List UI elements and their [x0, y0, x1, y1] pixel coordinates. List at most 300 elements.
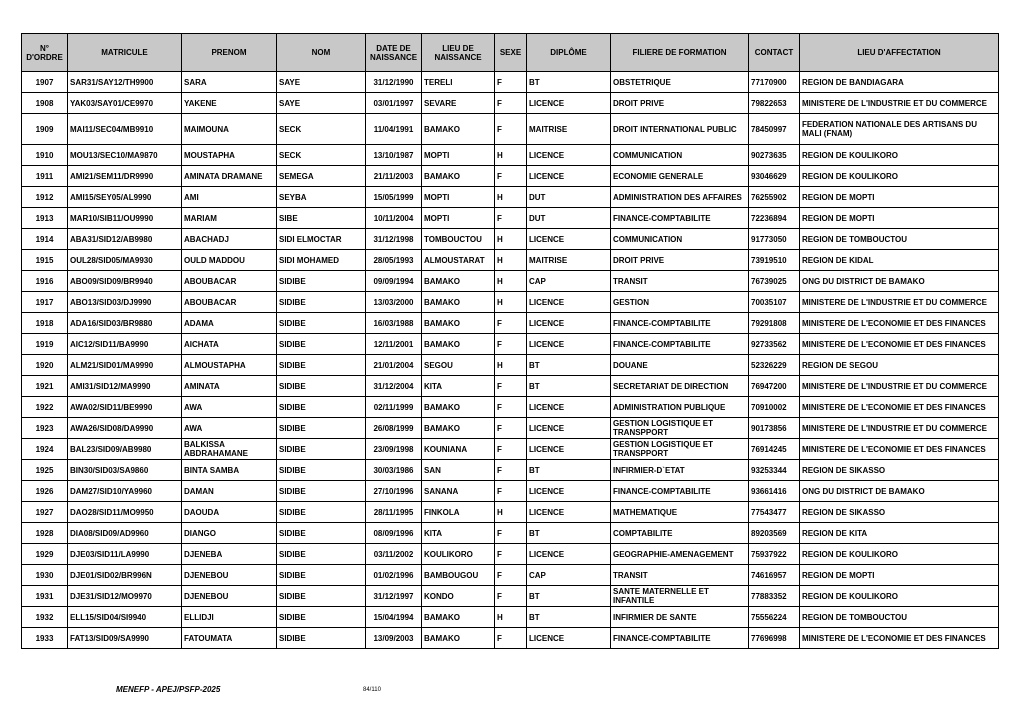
assignment-cell: MINISTERE DE L'ECONOMIE ET DES FINANCES — [800, 397, 999, 418]
diploma-cell: BT — [527, 72, 611, 93]
contact-cell: 76255902 — [749, 187, 800, 208]
birth-place-cell: BAMAKO — [422, 166, 495, 187]
birth-place-cell: BAMAKO — [422, 114, 495, 145]
diploma-cell: LICENCE — [527, 481, 611, 502]
sex-cell: H — [495, 271, 527, 292]
sex-cell: F — [495, 114, 527, 145]
diploma-cell: BT — [527, 523, 611, 544]
matricule-cell: DIA08/SID09/AD9960 — [68, 523, 182, 544]
field-cell: FINANCE-COMPTABILITE — [611, 628, 749, 649]
matricule-cell: AMI15/SEY05/AL9990 — [68, 187, 182, 208]
assignment-table — [21, 33, 999, 649]
table-row — [22, 187, 999, 208]
contact-cell: 70910002 — [749, 397, 800, 418]
birth-date-cell: 28/05/1993 — [366, 250, 422, 271]
diploma-cell: BT — [527, 460, 611, 481]
prenom-cell: ABOUBACAR — [182, 271, 277, 292]
matricule-cell: DJE31/SID12/MO9970 — [68, 586, 182, 607]
sex-cell: H — [495, 355, 527, 376]
prenom-cell: SARA — [182, 72, 277, 93]
sex-cell: F — [495, 523, 527, 544]
field-cell: FINANCE-COMPTABILITE — [611, 313, 749, 334]
sex-cell: H — [495, 292, 527, 313]
order-cell: 1924 — [22, 439, 68, 460]
assignment-cell: FEDERATION NATIONALE DES ARTISANS DU MALI (FNAM) — [800, 114, 999, 145]
birth-date-cell: 31/12/1997 — [366, 586, 422, 607]
matricule-cell: AIC12/SID11/BA9990 — [68, 334, 182, 355]
order-cell: 1910 — [22, 145, 68, 166]
matricule-cell: ADA16/SID03/BR9880 — [68, 313, 182, 334]
contact-cell: 77170900 — [749, 72, 800, 93]
sex-cell: F — [495, 439, 527, 460]
nom-cell: SAYE — [277, 93, 366, 114]
assignment-cell: REGION DE KOULIKORO — [800, 166, 999, 187]
order-cell: 1932 — [22, 607, 68, 628]
birth-date-cell: 30/03/1986 — [366, 460, 422, 481]
assignment-cell: ONG DU DISTRICT DE BAMAKO — [800, 481, 999, 502]
diploma-cell: LICENCE — [527, 334, 611, 355]
table-row — [22, 271, 999, 292]
birth-place-cell: BAMAKO — [422, 397, 495, 418]
birth-date-cell: 15/04/1994 — [366, 607, 422, 628]
assignment-cell: ONG DU DISTRICT DE BAMAKO — [800, 271, 999, 292]
table-row — [22, 418, 999, 439]
birth-place-cell: BAMAKO — [422, 271, 495, 292]
assignment-cell: MINISTERE DE L'ECONOMIE ET DES FINANCES — [800, 313, 999, 334]
nom-cell: SIDIBE — [277, 418, 366, 439]
nom-cell: SIDI MOHAMED — [277, 250, 366, 271]
diploma-cell: LICENCE — [527, 628, 611, 649]
col-header-nom: NOM — [277, 34, 366, 72]
matricule-cell: MAR10/SIB11/OU9990 — [68, 208, 182, 229]
contact-cell: 75937922 — [749, 544, 800, 565]
prenom-cell: MAIMOUNA — [182, 114, 277, 145]
order-cell: 1915 — [22, 250, 68, 271]
sex-cell: H — [495, 229, 527, 250]
matricule-cell: SAR31/SAY12/TH9900 — [68, 72, 182, 93]
birth-date-cell: 02/11/1999 — [366, 397, 422, 418]
sex-cell: F — [495, 208, 527, 229]
contact-cell: 73919510 — [749, 250, 800, 271]
sex-cell: H — [495, 502, 527, 523]
sex-cell: F — [495, 166, 527, 187]
birth-date-cell: 15/05/1999 — [366, 187, 422, 208]
assignment-cell: REGION DE KOULIKORO — [800, 145, 999, 166]
birth-place-cell: TOMBOUCTOU — [422, 229, 495, 250]
contact-cell: 76739025 — [749, 271, 800, 292]
prenom-cell: DIANGO — [182, 523, 277, 544]
birth-date-cell: 09/09/1994 — [366, 271, 422, 292]
matricule-cell: DAM27/SID10/YA9960 — [68, 481, 182, 502]
diploma-cell: LICENCE — [527, 418, 611, 439]
matricule-cell: BIN30/SID03/SA9860 — [68, 460, 182, 481]
birth-date-cell: 23/09/1998 — [366, 439, 422, 460]
assignment-cell: MINISTERE DE L'ECONOMIE ET DES FINANCES — [800, 628, 999, 649]
order-cell: 1931 — [22, 586, 68, 607]
birth-date-cell: 11/04/1991 — [366, 114, 422, 145]
birth-place-cell: SEVARE — [422, 93, 495, 114]
sex-cell: F — [495, 565, 527, 586]
order-cell: 1912 — [22, 187, 68, 208]
col-header-birth-place: LIEU DE NAISSANCE — [422, 34, 495, 72]
order-cell: 1928 — [22, 523, 68, 544]
table-row — [22, 229, 999, 250]
nom-cell: SIDIBE — [277, 565, 366, 586]
birth-place-cell: TERELI — [422, 72, 495, 93]
contact-cell: 79822653 — [749, 93, 800, 114]
prenom-cell: DJENEBA — [182, 544, 277, 565]
field-cell: MATHEMATIQUE — [611, 502, 749, 523]
order-cell: 1929 — [22, 544, 68, 565]
order-cell: 1926 — [22, 481, 68, 502]
birth-place-cell: BAMAKO — [422, 334, 495, 355]
field-cell: ADMINISTRATION DES AFFAIRES — [611, 187, 749, 208]
field-cell: COMMUNICATION — [611, 145, 749, 166]
contact-cell: 70035107 — [749, 292, 800, 313]
col-header-field: FILIERE DE FORMATION — [611, 34, 749, 72]
birth-place-cell: BAMAKO — [422, 418, 495, 439]
nom-cell: SIDIBE — [277, 502, 366, 523]
order-cell: 1907 — [22, 72, 68, 93]
prenom-cell: AWA — [182, 397, 277, 418]
birth-place-cell: BAMAKO — [422, 313, 495, 334]
matricule-cell: MAI11/SEC04/MB9910 — [68, 114, 182, 145]
table-row — [22, 397, 999, 418]
diploma-cell: LICENCE — [527, 502, 611, 523]
matricule-cell: DJE03/SID11/LA9990 — [68, 544, 182, 565]
birth-date-cell: 31/12/1990 — [366, 72, 422, 93]
nom-cell: SIDIBE — [277, 481, 366, 502]
sex-cell: F — [495, 376, 527, 397]
sex-cell: F — [495, 313, 527, 334]
birth-date-cell: 01/02/1996 — [366, 565, 422, 586]
field-cell: TRANSIT — [611, 271, 749, 292]
table-row — [22, 93, 999, 114]
table-row — [22, 481, 999, 502]
table-row — [22, 208, 999, 229]
assignment-cell: REGION DE KIDAL — [800, 250, 999, 271]
assignment-cell: MINISTERE DE L'ECONOMIE ET DES FINANCES — [800, 439, 999, 460]
contact-cell: 75556224 — [749, 607, 800, 628]
order-cell: 1917 — [22, 292, 68, 313]
nom-cell: SIDIBE — [277, 355, 366, 376]
table-row — [22, 292, 999, 313]
matricule-cell: OUL28/SID05/MA9930 — [68, 250, 182, 271]
nom-cell: SIDIBE — [277, 607, 366, 628]
sex-cell: H — [495, 187, 527, 208]
assignment-cell: REGION DE TOMBOUCTOU — [800, 229, 999, 250]
order-cell: 1911 — [22, 166, 68, 187]
field-cell: SANTE MATERNELLE ET INFANTILE — [611, 586, 749, 607]
nom-cell: SIDIBE — [277, 523, 366, 544]
order-cell: 1922 — [22, 397, 68, 418]
field-cell: ECONOMIE GENERALE — [611, 166, 749, 187]
birth-place-cell: MOPTI — [422, 208, 495, 229]
birth-date-cell: 16/03/1988 — [366, 313, 422, 334]
diploma-cell: DUT — [527, 187, 611, 208]
table-row — [22, 586, 999, 607]
diploma-cell: CAP — [527, 271, 611, 292]
prenom-cell: BALKISSA ABDRAHAMANE — [182, 439, 277, 460]
field-cell: DROIT PRIVE — [611, 93, 749, 114]
field-cell: COMPTABILITE — [611, 523, 749, 544]
matricule-cell: ABO13/SID03/DJ9990 — [68, 292, 182, 313]
field-cell: GEOGRAPHIE-AMENAGEMENT — [611, 544, 749, 565]
matricule-cell: ABO09/SID09/BR9940 — [68, 271, 182, 292]
nom-cell: SIDIBE — [277, 586, 366, 607]
sex-cell: F — [495, 628, 527, 649]
field-cell: GESTION — [611, 292, 749, 313]
birth-date-cell: 31/12/1998 — [366, 229, 422, 250]
order-cell: 1914 — [22, 229, 68, 250]
nom-cell: SIDI ELMOCTAR — [277, 229, 366, 250]
page-number: 84/110 — [363, 687, 381, 693]
prenom-cell: AMI — [182, 187, 277, 208]
field-cell: FINANCE-COMPTABILITE — [611, 334, 749, 355]
matricule-cell: ALM21/SID01/MA9990 — [68, 355, 182, 376]
diploma-cell: BT — [527, 355, 611, 376]
diploma-cell: MAITRISE — [527, 250, 611, 271]
col-header-diploma: DIPLÔME — [527, 34, 611, 72]
contact-cell: 93661416 — [749, 481, 800, 502]
nom-cell: SIDIBE — [277, 334, 366, 355]
col-header-assignment: LIEU D'AFFECTATION — [800, 34, 999, 72]
field-cell: GESTION LOGISTIQUE ET TRANSPPORT — [611, 439, 749, 460]
order-cell: 1919 — [22, 334, 68, 355]
prenom-cell: ADAMA — [182, 313, 277, 334]
birth-place-cell: FINKOLA — [422, 502, 495, 523]
birth-date-cell: 13/03/2000 — [366, 292, 422, 313]
order-cell: 1920 — [22, 355, 68, 376]
contact-cell: 52326229 — [749, 355, 800, 376]
birth-date-cell: 03/01/1997 — [366, 93, 422, 114]
col-header-matricule: MATRICULE — [68, 34, 182, 72]
assignment-cell: MINISTERE DE L'INDUSTRIE ET DU COMMERCE — [800, 418, 999, 439]
sex-cell: F — [495, 586, 527, 607]
nom-cell: SIDIBE — [277, 439, 366, 460]
nom-cell: SIDIBE — [277, 397, 366, 418]
contact-cell: 77883352 — [749, 586, 800, 607]
nom-cell: SIDIBE — [277, 271, 366, 292]
assignment-cell: REGION DE BANDIAGARA — [800, 72, 999, 93]
prenom-cell: YAKENE — [182, 93, 277, 114]
sex-cell: F — [495, 544, 527, 565]
assignment-cell: REGION DE MOPTI — [800, 187, 999, 208]
field-cell: OBSTETRIQUE — [611, 72, 749, 93]
table-row — [22, 460, 999, 481]
diploma-cell: BT — [527, 607, 611, 628]
contact-cell: 78450997 — [749, 114, 800, 145]
birth-date-cell: 21/01/2004 — [366, 355, 422, 376]
birth-date-cell: 13/09/2003 — [366, 628, 422, 649]
order-cell: 1918 — [22, 313, 68, 334]
birth-date-cell: 10/11/2004 — [366, 208, 422, 229]
nom-cell: SIDIBE — [277, 628, 366, 649]
sex-cell: H — [495, 250, 527, 271]
nom-cell: SEYBA — [277, 187, 366, 208]
table-row — [22, 313, 999, 334]
field-cell: FINANCE-COMPTABILITE — [611, 481, 749, 502]
diploma-cell: LICENCE — [527, 166, 611, 187]
table-row — [22, 439, 999, 460]
assignment-cell: REGION DE MOPTI — [800, 208, 999, 229]
assignment-cell: REGION DE TOMBOUCTOU — [800, 607, 999, 628]
sex-cell: F — [495, 481, 527, 502]
table-row — [22, 334, 999, 355]
contact-cell: 93046629 — [749, 166, 800, 187]
prenom-cell: DJENEBOU — [182, 565, 277, 586]
col-header-prenom: PRENOM — [182, 34, 277, 72]
sex-cell: F — [495, 334, 527, 355]
order-cell: 1923 — [22, 418, 68, 439]
birth-date-cell: 13/10/1987 — [366, 145, 422, 166]
contact-cell: 90173856 — [749, 418, 800, 439]
order-cell: 1930 — [22, 565, 68, 586]
birth-place-cell: KONDO — [422, 586, 495, 607]
field-cell: ADMINISTRATION PUBLIQUE — [611, 397, 749, 418]
header-row — [22, 34, 999, 72]
matricule-cell: AMI31/SID12/MA9990 — [68, 376, 182, 397]
assignment-cell: REGION DE SIKASSO — [800, 460, 999, 481]
contact-cell: 89203569 — [749, 523, 800, 544]
field-cell: INFIRMIER DE SANTE — [611, 607, 749, 628]
nom-cell: SIDIBE — [277, 313, 366, 334]
diploma-cell: MAITRISE — [527, 114, 611, 145]
diploma-cell: BT — [527, 376, 611, 397]
prenom-cell: ELLIDJI — [182, 607, 277, 628]
prenom-cell: AWA — [182, 418, 277, 439]
birth-place-cell: BAMAKO — [422, 628, 495, 649]
prenom-cell: OULD MADDOU — [182, 250, 277, 271]
field-cell: SECRETARIAT DE DIRECTION — [611, 376, 749, 397]
order-cell: 1925 — [22, 460, 68, 481]
order-cell: 1909 — [22, 114, 68, 145]
birth-place-cell: KITA — [422, 523, 495, 544]
birth-date-cell: 28/11/1995 — [366, 502, 422, 523]
table-row — [22, 250, 999, 271]
birth-place-cell: ALMOUSTARAT — [422, 250, 495, 271]
nom-cell: SAYE — [277, 72, 366, 93]
nom-cell: SIDIBE — [277, 376, 366, 397]
table-row — [22, 565, 999, 586]
birth-place-cell: MOPTI — [422, 187, 495, 208]
diploma-cell: LICENCE — [527, 439, 611, 460]
birth-place-cell: SAN — [422, 460, 495, 481]
diploma-cell: DUT — [527, 208, 611, 229]
birth-date-cell: 26/08/1999 — [366, 418, 422, 439]
diploma-cell: BT — [527, 586, 611, 607]
field-cell: INFIRMIER-D`ETAT — [611, 460, 749, 481]
table-row — [22, 628, 999, 649]
table-row — [22, 355, 999, 376]
matricule-cell: AWA02/SID11/BE9990 — [68, 397, 182, 418]
prenom-cell: ABACHADJ — [182, 229, 277, 250]
table-row — [22, 544, 999, 565]
birth-place-cell: KOULIKORO — [422, 544, 495, 565]
birth-place-cell: MOPTI — [422, 145, 495, 166]
diploma-cell: LICENCE — [527, 313, 611, 334]
table-body — [22, 72, 999, 649]
diploma-cell: LICENCE — [527, 292, 611, 313]
birth-date-cell: 21/11/2003 — [366, 166, 422, 187]
diploma-cell: LICENCE — [527, 93, 611, 114]
sex-cell: H — [495, 607, 527, 628]
birth-date-cell: 03/11/2002 — [366, 544, 422, 565]
table-row — [22, 523, 999, 544]
contact-cell: 77543477 — [749, 502, 800, 523]
field-cell: GESTION LOGISTIQUE ET TRANSPPORT — [611, 418, 749, 439]
prenom-cell: MARIAM — [182, 208, 277, 229]
nom-cell: SIDIBE — [277, 460, 366, 481]
birth-date-cell: 31/12/2004 — [366, 376, 422, 397]
prenom-cell: FATOUMATA — [182, 628, 277, 649]
footer-program-label: MENEFP - APEJ/PSFP-2025 — [116, 685, 221, 694]
order-cell: 1927 — [22, 502, 68, 523]
diploma-cell: CAP — [527, 565, 611, 586]
matricule-cell: DAO28/SID11/MO9950 — [68, 502, 182, 523]
sex-cell: F — [495, 418, 527, 439]
prenom-cell: MOUSTAPHA — [182, 145, 277, 166]
field-cell: DROIT PRIVE — [611, 250, 749, 271]
assignment-cell: MINISTERE DE L'INDUSTRIE ET DU COMMERCE — [800, 292, 999, 313]
field-cell: COMMUNICATION — [611, 229, 749, 250]
matricule-cell: YAK03/SAY01/CE9970 — [68, 93, 182, 114]
assignment-cell: MINISTERE DE L'INDUSTRIE ET DU COMMERCE — [800, 376, 999, 397]
table-row — [22, 166, 999, 187]
field-cell: DOUANE — [611, 355, 749, 376]
sex-cell: F — [495, 72, 527, 93]
assignment-cell: REGION DE KOULIKORO — [800, 586, 999, 607]
assignment-cell: MINISTERE DE L'INDUSTRIE ET DU COMMERCE — [800, 93, 999, 114]
contact-cell: 76914245 — [749, 439, 800, 460]
matricule-cell: AMI21/SEM11/DR9990 — [68, 166, 182, 187]
nom-cell: SIDIBE — [277, 544, 366, 565]
nom-cell: SECK — [277, 145, 366, 166]
sex-cell: F — [495, 397, 527, 418]
table-row — [22, 145, 999, 166]
sex-cell: F — [495, 93, 527, 114]
assignment-cell: REGION DE KITA — [800, 523, 999, 544]
contact-cell: 92733562 — [749, 334, 800, 355]
table-row — [22, 607, 999, 628]
birth-place-cell: KOUNIANA — [422, 439, 495, 460]
order-cell: 1933 — [22, 628, 68, 649]
birth-place-cell: BAMAKO — [422, 607, 495, 628]
matricule-cell: BAL23/SID09/AB9980 — [68, 439, 182, 460]
diploma-cell: LICENCE — [527, 397, 611, 418]
sex-cell: H — [495, 145, 527, 166]
table-row — [22, 114, 999, 145]
nom-cell: SIDIBE — [277, 292, 366, 313]
matricule-cell: FAT13/SID09/SA9990 — [68, 628, 182, 649]
nom-cell: SECK — [277, 114, 366, 145]
birth-date-cell: 27/10/1996 — [366, 481, 422, 502]
prenom-cell: DJENEBOU — [182, 586, 277, 607]
assignment-cell: REGION DE KOULIKORO — [800, 544, 999, 565]
contact-cell: 90273635 — [749, 145, 800, 166]
sex-cell: F — [495, 460, 527, 481]
order-cell: 1913 — [22, 208, 68, 229]
contact-cell: 91773050 — [749, 229, 800, 250]
diploma-cell: LICENCE — [527, 229, 611, 250]
diploma-cell: LICENCE — [527, 544, 611, 565]
prenom-cell: BINTA SAMBA — [182, 460, 277, 481]
birth-date-cell: 12/11/2001 — [366, 334, 422, 355]
prenom-cell: DAOUDA — [182, 502, 277, 523]
contact-cell: 72236894 — [749, 208, 800, 229]
contact-cell: 74616957 — [749, 565, 800, 586]
birth-place-cell: BAMBOUGOU — [422, 565, 495, 586]
